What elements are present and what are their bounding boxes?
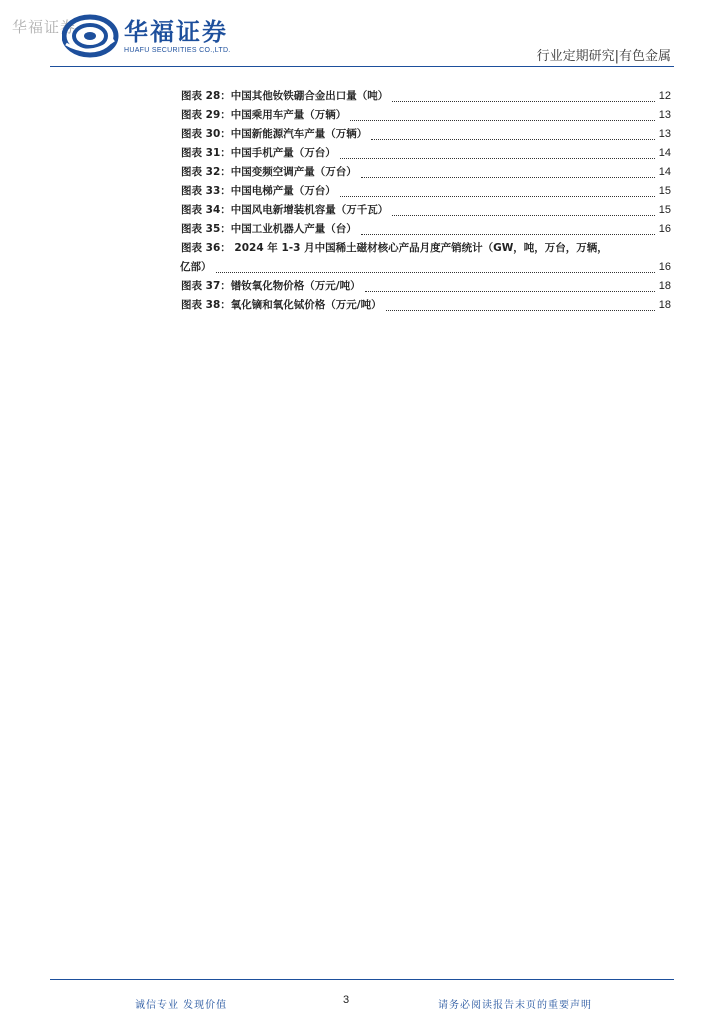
page-number: 3 bbox=[343, 994, 350, 1006]
toc-entry-label: 图表 35：中国工业机器人产量（台） bbox=[181, 223, 357, 235]
toc-leader-dots bbox=[216, 271, 655, 273]
footer-slogan: 诚信专业 发现价值 bbox=[135, 1000, 228, 1011]
toc-entry-label: 图表 30：中国新能源汽车产量（万辆） bbox=[181, 128, 368, 140]
toc-leader-dots bbox=[365, 290, 655, 292]
toc-entry-page: 13 bbox=[658, 109, 671, 121]
logo-name-cn: 华福证券 bbox=[124, 17, 228, 46]
header-divider bbox=[50, 66, 674, 67]
toc-entry-30[interactable] bbox=[181, 125, 671, 144]
toc-entry-label-continued: 亿部） bbox=[180, 261, 212, 273]
toc-leader-dots bbox=[340, 157, 655, 159]
toc-entry-label: 图表 32：中国变频空调产量（万台） bbox=[181, 166, 357, 178]
toc-leader-dots bbox=[392, 100, 654, 102]
toc-leader-dots bbox=[350, 119, 654, 121]
toc-entry-33[interactable] bbox=[181, 182, 671, 201]
toc-entry-36-line2[interactable] bbox=[180, 258, 671, 277]
logo-swirl-icon bbox=[62, 14, 120, 58]
toc-leader-dots bbox=[392, 214, 654, 216]
table-of-figures bbox=[181, 87, 671, 315]
toc-entry-page: 13 bbox=[658, 128, 671, 140]
toc-entry-page: 14 bbox=[658, 166, 671, 178]
watermark: 华福证券 bbox=[12, 18, 77, 36]
toc-leader-dots bbox=[361, 176, 655, 178]
toc-entry-28[interactable] bbox=[181, 87, 671, 106]
company-logo bbox=[62, 14, 231, 58]
footer-disclaimer: 请务必阅读报告末页的重要声明 bbox=[438, 1000, 592, 1011]
toc-entry-35[interactable] bbox=[181, 220, 671, 239]
toc-leader-dots bbox=[361, 233, 655, 235]
footer-divider bbox=[50, 979, 674, 980]
toc-entry-page: 15 bbox=[658, 185, 671, 197]
toc-leader-dots bbox=[386, 309, 655, 311]
toc-entry-page: 18 bbox=[658, 280, 671, 292]
toc-entry-page: 16 bbox=[658, 261, 671, 273]
toc-entry-29[interactable] bbox=[181, 106, 671, 125]
toc-entry-page: 14 bbox=[658, 147, 671, 159]
header-section-title: 行业定期研究|有色金属 bbox=[536, 49, 671, 64]
toc-entry-label: 图表 31：中国手机产量（万台） bbox=[181, 147, 336, 159]
toc-entry-34[interactable] bbox=[181, 201, 671, 220]
toc-entry-label: 图表 28：中国其他钕铁硼合金出口量（吨） bbox=[181, 90, 389, 102]
toc-entry-page: 18 bbox=[658, 299, 671, 311]
logo-name-en: HUAFU SECURITIES CO.,LTD. bbox=[124, 46, 231, 54]
toc-entry-38[interactable] bbox=[181, 296, 671, 315]
toc-entry-page: 12 bbox=[658, 90, 671, 102]
toc-entry-page: 15 bbox=[658, 204, 671, 216]
toc-entry-label: 图表 34：中国风电新增装机容量（万千瓦） bbox=[181, 204, 389, 216]
toc-entry-31[interactable] bbox=[181, 144, 671, 163]
toc-entry-37[interactable] bbox=[181, 277, 671, 296]
toc-entry-label: 图表 37：镨钕氧化物价格（万元/吨） bbox=[181, 280, 361, 292]
toc-entry-label: 图表 38：氧化镝和氧化铽价格（万元/吨） bbox=[181, 299, 382, 311]
toc-leader-dots bbox=[340, 195, 655, 197]
toc-entry-label: 图表 33：中国电梯产量（万台） bbox=[181, 185, 336, 197]
toc-entry-label: 图表 29：中国乘用车产量（万辆） bbox=[181, 109, 347, 121]
toc-entry-32[interactable] bbox=[181, 163, 671, 182]
toc-entry-36-line1[interactable] bbox=[181, 239, 671, 258]
toc-entry-page: 16 bbox=[658, 223, 671, 235]
toc-entry-label: 图表 36： 2024 年 1-3 月中国稀土磁材核心产品月度产销统计（GW，吨，万台，万辆， bbox=[181, 242, 608, 254]
toc-leader-dots bbox=[371, 138, 654, 140]
